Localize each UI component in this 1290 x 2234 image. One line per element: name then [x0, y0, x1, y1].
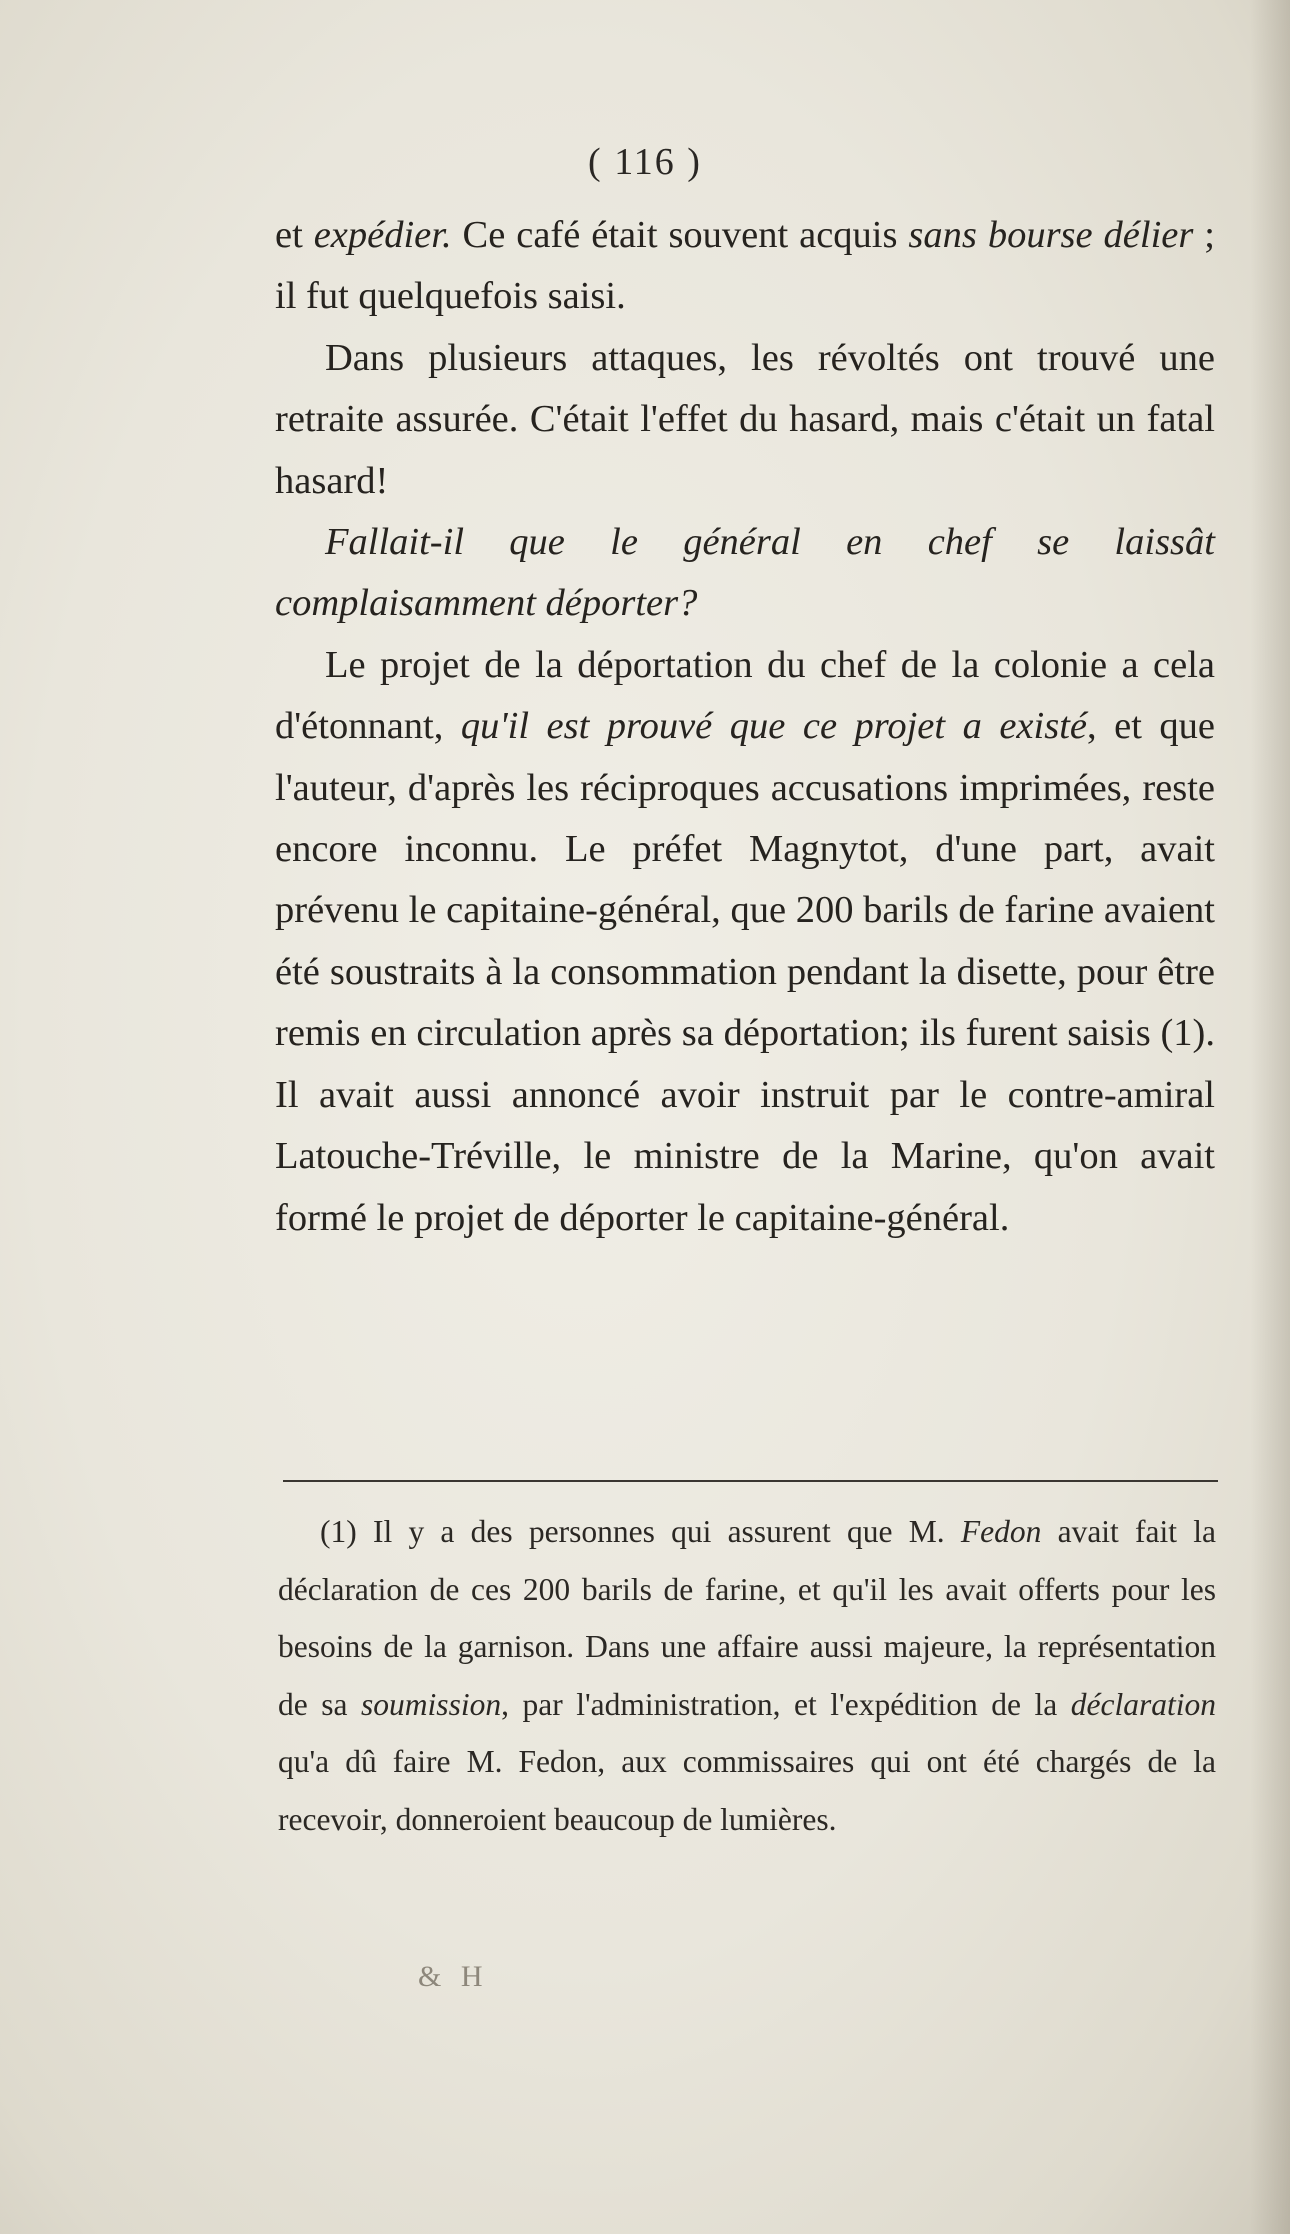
text-run: , et que l'auteur, d'après les réciproques accusations imprimées, reste encore inconnu. Le préfet Magnytot, d'une part, avait prévenu le capitaine-général, que 200 barils de farine avaient été soustraits à la consommation pendant la disette, pour être remis en circulation après sa déportation; ils furent saisis (1). Il avait aussi annoncé avoir instruit par le contre-amiral Latouche-Tréville, le ministre de la Marine, qu'on avait formé le projet de déporter le capitaine-général. — [275, 705, 1215, 1239]
signature-mark: & H — [418, 1960, 489, 1993]
text-run: qu'a dû faire M. Fedon, aux commissaires qui ont été chargés de la recevoir, donneroient beaucoup de lumières. — [278, 1744, 1216, 1837]
page-number: ( 116 ) — [588, 141, 702, 183]
text-run: , par l'administration, et l'expédition de la — [501, 1686, 1071, 1722]
text-run: et — [275, 214, 314, 256]
paragraph-2: Dans plusieurs attaques, les révoltés ont trouvé une retraite assurée. C'était l'effet du hasard, mais c'était un fatal hasard! — [275, 336, 1215, 502]
text-run: avait fait la déclaration de ces 200 barils de farine, et qu'il les avait offerts pour les besoins de la garnison. Dans une affaire aussi majeure, la représentation de sa — [278, 1514, 1216, 1722]
text-run: Ce café était souvent acquis — [451, 214, 909, 256]
text-run: Le projet de la déportation du chef de la colonie a cela d'étonnant, — [275, 643, 1215, 748]
italic-run: soumission — [361, 1686, 502, 1722]
italic-run: sans bourse délier — [908, 214, 1194, 256]
footnote — [278, 1503, 1216, 1848]
text-run: ; il fut quelquefois saisi. — [275, 214, 1215, 318]
main-text — [275, 205, 1215, 1249]
paragraph-3 — [275, 512, 1215, 635]
footnote-1 — [278, 1503, 1216, 1848]
italic-run: Fedon — [960, 1514, 1042, 1549]
paragraph-1 — [275, 205, 1215, 328]
italic-run: qu'il est prouvé que ce projet a existé — [460, 705, 1087, 748]
paragraph-4 — [275, 635, 1215, 1249]
italic-run: déclaration — [1070, 1686, 1216, 1722]
italic-run: expédier. — [313, 214, 452, 256]
text-run: (1) Il y a des personnes qui assurent que M. — [320, 1514, 961, 1549]
footnote-divider — [283, 1480, 1218, 1482]
italic-run: Fallait-il que le général en chef se laissât complaisamment déporter? — [275, 521, 1215, 625]
